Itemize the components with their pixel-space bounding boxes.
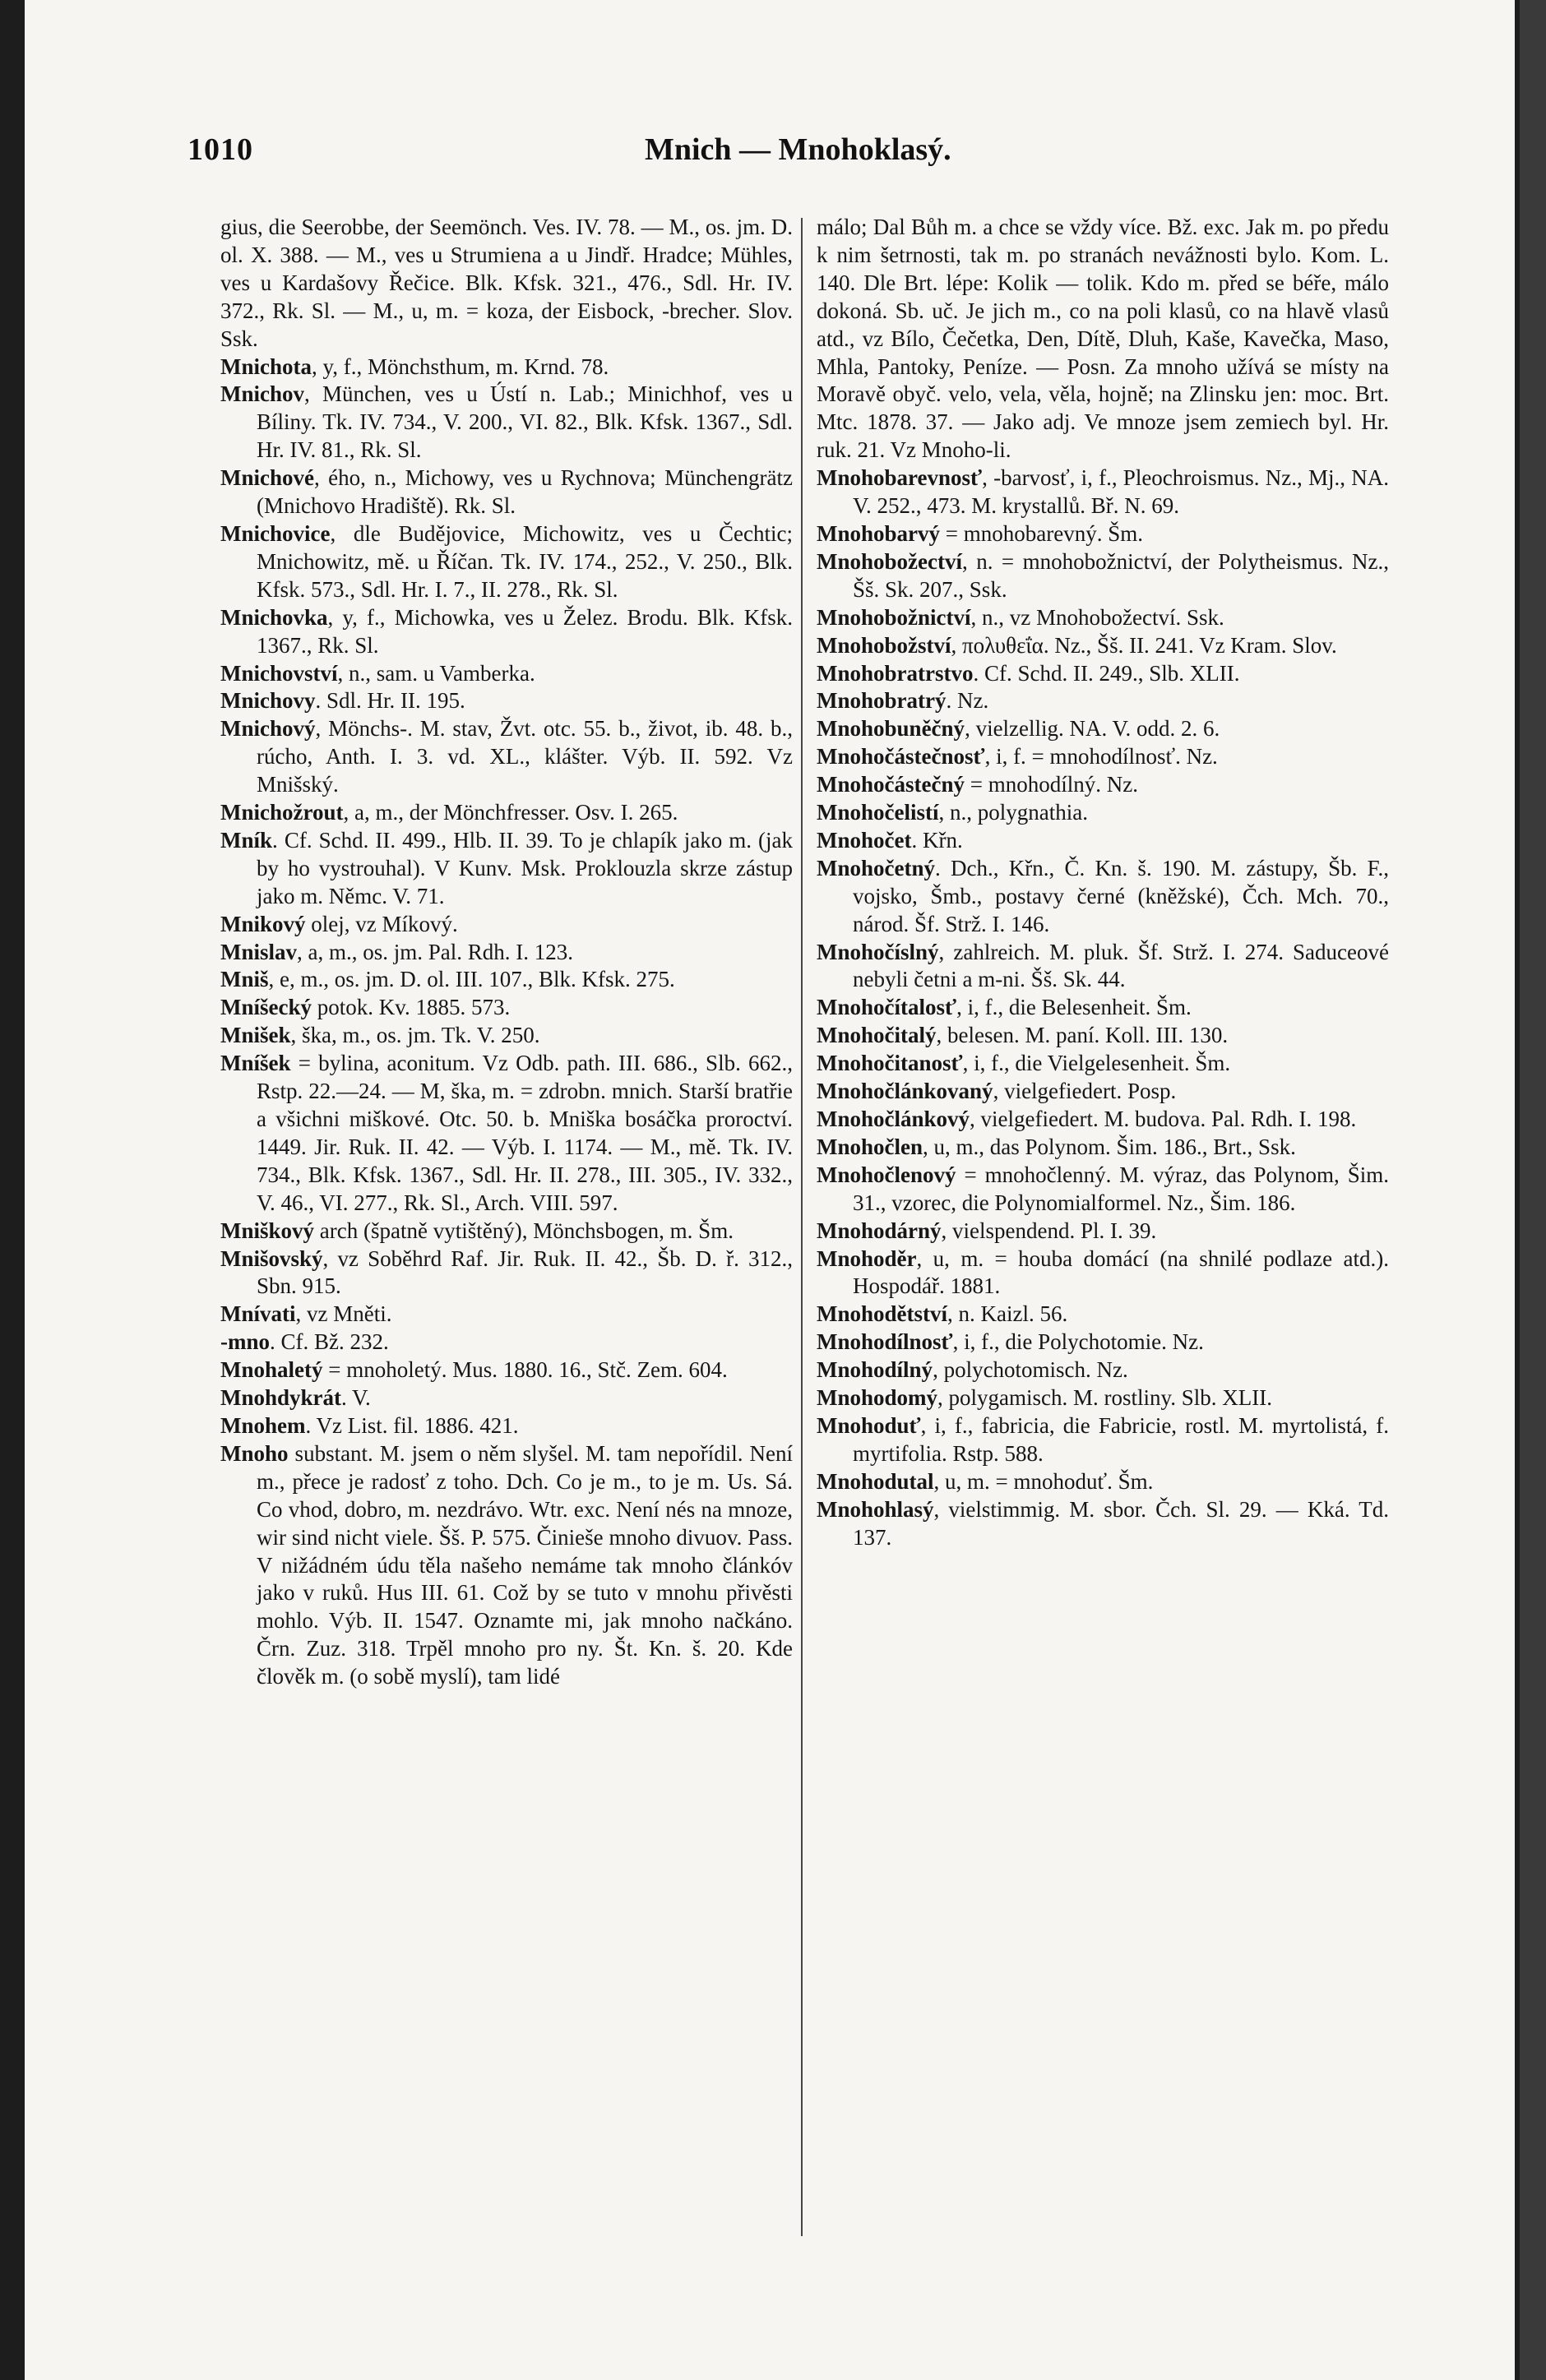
entry-text: , vielstimmig. M. sbor. Čch. Sl. 29. — Kká. Td. 137. [853,1496,1389,1550]
entry-headword: Mnívati [220,1301,296,1327]
entry-headword: Mnohaletý [220,1357,323,1383]
entry-text: . Vz List. fil. 1886. 421. [305,1412,519,1438]
entry-text: , polychotomisch. Nz. [933,1357,1128,1383]
entry-headword: Mníšek [220,1051,291,1076]
entry-text: , u, m. = houba domácí (na shnilé podlaze atd.). Hospodář. 1881. [853,1245,1389,1299]
dictionary-entry [817,1496,1389,1552]
dictionary-entry [817,743,1389,771]
entry-headword: Mnichový [220,716,316,742]
entry-headword: Mnohodílný [817,1357,933,1383]
entry-text: = bylina, aconitum. Vz Odb. path. III. 686., Slb. 662., Rstp. 22.—24. — M, ška, m. = zdrobn. mnich. Starší bratřie a všichni miškové. Otc. 50. b. Mniška bosáčka proroctví. 1449. Jir. Ruk. II. 42. — Výb. I. 1174. — M., mě. Tk. IV. 734., Blk. Kfsk. 1367., Sdl. Hr. II. 278., III. 305., IV. 332., V. 46., VI. 277., Rk. Sl., Arch. VIII. 597. [257,1051,793,1215]
entry-text: , München, ves u Ústí n. Lab.; Minichhof, ves u Bíliny. Tk. IV. 734., V. 200., VI. 82., Blk. Kfsk. 1367., Sdl. Hr. IV. 81., Rk. Sl. [257,381,793,463]
dictionary-entry [817,1022,1389,1050]
entry-text: , i, f., die Belesenheit. Šm. [956,995,1192,1020]
dictionary-entry [817,1050,1389,1078]
entry-text: , i, f., die Vielgelesenheit. Šm. [962,1051,1231,1076]
entry-text: arch (špatně vytištěný), Mönchsbogen, m. Šm. [314,1218,734,1243]
entry-text: = mnohodílný. Nz. [964,772,1138,797]
dictionary-entry [220,1412,793,1440]
dictionary-entry [817,827,1389,855]
dictionary-entry [220,1050,793,1217]
dictionary-entry [817,464,1389,520]
entry-headword: Mnohobožnictví [817,604,971,630]
entry-text: . Sdl. Hr. II. 195. [315,688,465,714]
entry-headword: Mnikový [220,911,306,936]
dictionary-entry [817,520,1389,548]
entry-text: , vielspendend. Pl. I. 39. [941,1218,1157,1243]
dictionary-entry [817,994,1389,1022]
dictionary-entry [817,1106,1389,1134]
entry-headword: Mnohodárný [817,1218,942,1243]
entry-text: , vielgefiedert. Posp. [993,1079,1177,1104]
entry-headword: -mno [220,1329,270,1355]
entry-text: , i, f., fabricia, die Fabricie, rostl. M. myrtolistá, f. myrtifolia. Rstp. 588. [853,1412,1389,1466]
entry-text: , i, f., die Polychotomie. Nz. [952,1329,1204,1355]
entry-headword: Mnichožrout [220,800,344,825]
dictionary-entry [220,799,793,827]
entry-headword: Mniškový [220,1218,315,1243]
entry-text: , zahlreich. M. pluk. Šf. Strž. I. 274. Saduceové nebyli četni a m-ni. Šš. Sk. 44. [853,939,1389,992]
entry-headword: Mnohobožectví [817,548,962,574]
entry-text: substant. M. jsem o něm slyšel. M. tam nepořídil. Není m., přece je radosť z toho. Dch. Co je m., to je m. Us. Sá. Co vhod, dobro, m. nezdrávo. Wtr. exc. Není nés na mnoze, wir sind nicht viele. Šš. P. 575. Činieše mnoho divuov. Pass. V nižádném údu těla našeho nemáme tak mnoho článkóv jako v ruků. Hus III. 61. Což by se tuto v mnohu přivěsti mohlo. Výb. II. 1547. Oznamte mi, jak mnoho načkáno. Črn. Zuz. 318. Trpěl mnoho pro ny. Št. Kn. š. 20. Kde člověk m. (o sobě myslí), tam lidé [257,1440,793,1689]
dictionary-entry [817,939,1389,995]
dictionary-entry [817,687,1389,715]
entry-headword: Mnohočástečnosť [817,744,985,769]
entry-text: , -barvosť, i, f., Pleochroismus. Nz., Mj., NA. V. 252., 473. M. krystallů. Bř. N. 69. [853,465,1389,519]
entry-headword: Mnohočástečný [817,772,965,797]
dictionary-entry [220,827,793,911]
entry-text: , dle Budějovice, Michowitz, ves u Čechtic; Mnichowitz, mě. u Říčan. Tk. IV. 174., 252., V. 250., Blk. Kfsk. 573., Sdl. Hr. I. 7., II. 278., Rk. Sl. [257,520,793,602]
dictionary-entry [817,1468,1389,1496]
entry-headword: Mnichovka [220,604,328,630]
entry-text: = mnohobarevný. Šm. [940,520,1143,546]
entry-text: , vz Mněti. [295,1301,392,1327]
dictionary-entry [220,1440,793,1691]
entry-text: , belesen. M. paní. Koll. III. 130. [936,1023,1229,1048]
dictionary-entry [817,604,1389,632]
entry-text: , vielzellig. NA. V. odd. 2. 6. [965,716,1220,742]
right-column [817,214,1389,1552]
entry-text: . Křn. [911,827,963,853]
entry-headword: Mnichov [220,381,305,407]
dictionary-entry [220,520,793,604]
entry-headword: Mnišovský [220,1245,323,1271]
entry-headword: Mnohočitanosť [817,1051,963,1076]
entry-text: . Cf. Schd. II. 249., Slb. XLII. [973,660,1240,686]
entry-text: , vielgefiedert. M. budova. Pal. Rdh. I. 198. [970,1107,1357,1131]
entry-text: , n. Kaizl. 56. [947,1301,1068,1327]
entry-text: . Cf. Schd. II. 499., Hlb. II. 39. To je chlapík jako m. (jak by ho vystrouhal). V Kunv. Msk. Proklouzla skrze zástup jako m. Němc. V. 71. [257,827,793,908]
dictionary-entry [220,1218,793,1245]
dictionary-entry [817,771,1389,799]
entry-text: , n., vz Mnohobožectví. Ssk. [970,604,1224,630]
entry-headword: Mnohočet [817,827,912,853]
entry-headword: Mnohočlenový [817,1162,956,1187]
entry-headword: Mnohočelistí [817,800,939,825]
entry-text: , ška, m., os. jm. Tk. V. 250. [290,1023,540,1048]
dictionary-entry [220,604,793,660]
running-title: Mnich — Mnohoklasý. [645,132,951,167]
dictionary-entry [220,1329,793,1356]
entry-headword: Mnohobratrý [817,688,947,714]
page-header [187,132,1405,181]
entry-headword: Mnohočítalosť [817,995,957,1020]
entry-headword: Mnohohlasý [817,1496,934,1522]
dictionary-entry [817,715,1389,743]
entry-headword: Mnohoduť [817,1412,921,1438]
entry-headword: Mnichota [220,354,312,379]
entry-text: , n., polygnathia. [938,800,1088,825]
dictionary-entry [817,855,1389,939]
dictionary-entry [817,1356,1389,1384]
entry-text: , y, f., Mönchsthum, m. Krnd. 78. [312,354,609,379]
entry-headword: Mnohodětství [817,1301,948,1327]
entry-text: = mnohočlenný. M. výraz, das Polynom, Šim. 31., vzorec, die Polynomialformel. Nz., Šim. 186. [853,1162,1389,1215]
entry-headword: Mnohobarevnosť [817,465,983,491]
entry-headword: Mnohdykrát [220,1385,342,1411]
entry-headword: Mnohodomý [817,1385,938,1411]
dictionary-entry [817,548,1389,604]
entry-headword: Mnohočíslný [817,939,939,964]
dictionary-entry [817,632,1389,660]
entry-text: gius, die Seerobbe, der Seemönch. Ves. IV. 78. — M., os. jm. D. ol. X. 388. — M., ves u Strumiena a u Jindř. Hradce; Mühles, ves u Kardašovy Řečice. Blk. Kfsk. 321., 476., Sdl. Hr. IV. 372., Rk. Sl. — M., u, m. = koza, der Eisbock, -brecher. Slov. Ssk. [220,215,793,351]
entry-text: olej, vz Míkový. [305,911,458,936]
left-column [220,214,793,1691]
entry-text: , e, m., os. jm. D. ol. III. 107., Blk. Kfsk. 275. [268,967,675,992]
entry-text: , n., sam. u Vamberka. [337,660,535,686]
dictionary-entry [220,214,793,354]
dictionary-entry [220,464,793,520]
column-divider [801,218,803,2236]
dictionary-entry [817,1218,1389,1245]
entry-headword: Mnohobratrstvo [817,660,974,686]
dictionary-entry [817,1329,1389,1356]
entry-text: , i, f. = mnohodílnosť. Nz. [984,744,1218,769]
entry-headword: Mnichové [220,465,314,491]
entry-text: , Mönchs-. M. stav, Žvt. otc. 55. b., život, ib. 48. b., rúcho, Anth. I. 3. vd. XL., klášter. Výb. II. 592. Vz Mnišský. [257,716,793,797]
dictionary-entry [220,1301,793,1329]
entry-text: , a, m., os. jm. Pal. Rdh. I. 123. [297,939,574,964]
entry-text: , y, f., Michowka, ves u Želez. Brodu. Blk. Kfsk. 1367., Rk. Sl. [257,604,793,658]
entry-text: , vz Soběhrd Raf. Jir. Ruk. II. 42., Šb. D. ř. 312., Sbn. 915. [257,1245,793,1299]
dictionary-entry [817,799,1389,827]
dictionary-entry [220,354,793,381]
dictionary-entry [220,660,793,688]
entry-headword: Mnohočetný [817,855,935,880]
dictionary-entry [220,381,793,464]
entry-headword: Mnohočitalý [817,1023,937,1048]
entry-text: , u, m. = mnohoduť. Šm. [933,1468,1154,1494]
entry-text: . Nz. [946,688,989,714]
dictionary-entry [817,214,1389,464]
entry-headword: Mnohem [220,1412,306,1438]
entry-headword: Mník [220,827,273,853]
dictionary-entry [817,1384,1389,1412]
dictionary-entry [220,715,793,799]
entry-headword: Mnohoděr [817,1245,917,1271]
entry-text: málo; Dal Bůh m. a chce se vždy více. Bž. exc. Jak m. po předu k nim šetrnosti, tak m. po stranách nevážnosti bylo. Kom. L. 140. Dle Brt. lépe: Kolik — tolik. Kdo m. před se béře, málo dokoná. Sb. uč. Je jich m., co na poli klasů, co na hlavě vlasů atd., vz Bílo, Čečetka, Den, Dítě, Dluh, Kaše, Kavečka, Maso, Mhla, Pantoky, Peníze. — Posn. Za mnoho užívá se místy na Moravě obyč. velo, vela, věla, hojně; na Zlinsku jen: moc. Brt. Mtc. 1878. 37. — Jako adj. Ve mnoze jsem zemiech byl. Hr. ruk. 21. Vz Mnoho-li. [817,215,1389,463]
entry-text: . V. [341,1385,371,1411]
entry-text: . Dch., Křn., Č. Kn. š. 190. M. zástupy, Šb. F., vojsko, Šmb., postavy černé (kněžské), Čch. Mch. 70., národ. Šf. Strž. I. 146. [853,855,1389,936]
dictionary-entry [220,939,793,967]
dictionary-entry [817,1245,1389,1301]
dictionary-entry [817,1301,1389,1329]
entry-headword: Mnohočlánkový [817,1107,970,1131]
entry-headword: Mnichovice [220,520,331,546]
entry-headword: Mnoho [220,1440,289,1466]
entry-headword: Mníšecký [220,995,312,1020]
entry-text: potok. Kv. 1885. 573. [312,995,511,1020]
dictionary-entry [220,687,793,715]
entry-text: , πολυθεΐα. Nz., Šš. II. 241. Vz Kram. Slov. [951,632,1337,658]
dictionary-entry [817,1162,1389,1218]
entry-text: , polygamisch. M. rostliny. Slb. XLII. [937,1385,1273,1411]
entry-headword: Mnichovství [220,660,338,686]
dictionary-entry [220,966,793,994]
dictionary-entry [817,1078,1389,1106]
entry-text: , a, m., der Mönchfresser. Osv. I. 265. [343,800,678,825]
entry-text: , u, m., das Polynom. Šim. 186., Brt., Ssk. [923,1134,1296,1159]
entry-text: , ého, n., Michowy, ves u Rychnova; Münchengrätz (Mnichovo Hradiště). Rk. Sl. [257,465,793,519]
entry-text: = mnoholetý. Mus. 1880. 16., Stč. Zem. 604. [322,1357,728,1383]
dictionary-entry [220,911,793,939]
dictionary-entry [817,660,1389,688]
dictionary-entry [817,1412,1389,1468]
entry-headword: Mnišek [220,1023,291,1048]
page-number: 1010 [187,132,253,167]
entry-headword: Mnohobožství [817,632,951,658]
dictionary-entry [220,1384,793,1412]
dictionary-entry [220,1022,793,1050]
dictionary-entry [220,1245,793,1301]
scan-edge [1520,0,1546,2380]
entry-headword: Mnohočlánkovaný [817,1079,993,1104]
entry-text: , n. = mnohobožnictví, der Polytheismus. Nz., Šš. Sk. 207., Ssk. [853,548,1389,602]
entry-headword: Mnislav [220,939,298,964]
entry-headword: Mnichovy [220,688,316,714]
entry-headword: Mniš [220,967,269,992]
dictionary-entry [220,994,793,1022]
entry-headword: Mnohodutal [817,1468,934,1494]
entry-headword: Mnohobuněčný [817,716,965,742]
dictionary-entry [817,1134,1389,1162]
entry-headword: Mnohobarvý [817,520,941,546]
entry-headword: Mnohodílnosť [817,1329,953,1355]
dictionary-entry [220,1356,793,1384]
entry-headword: Mnohočlen [817,1134,923,1159]
entry-text: . Cf. Bž. 232. [270,1329,389,1355]
